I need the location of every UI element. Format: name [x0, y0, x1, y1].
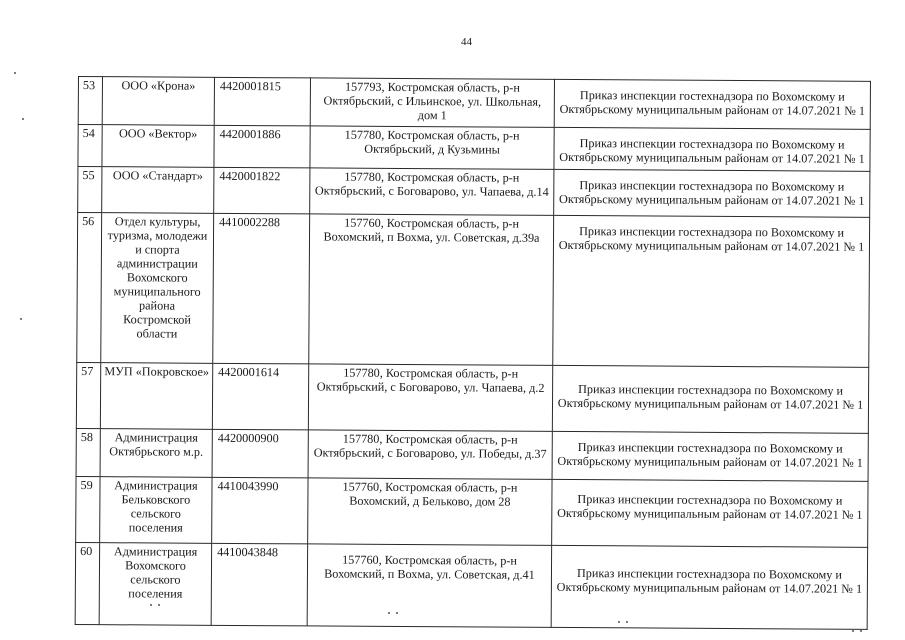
organization-name: Администрация Октябрьского м.р.: [100, 429, 212, 478]
row-number: 55: [78, 167, 102, 213]
inn-value: 4420001815: [214, 77, 310, 126]
inn-value: 4410043848: [211, 543, 307, 626]
table-row: [77, 213, 870, 368]
address: 157780, Костромская область, р-н Октябрьский, с Боговарово, ул. Победы, д.37: [308, 430, 552, 479]
order-document: Приказ инспекции гостехнадзора по Вохомскому и Октябрьскому муниципальным районам от 14.07.2021 № 1: [554, 169, 870, 217]
organization-name: ООО «Вектор»: [102, 125, 214, 168]
table-row: [78, 77, 870, 130]
registry-table: [75, 76, 871, 630]
table-row: [78, 125, 870, 172]
inn-value: 4420001614: [212, 363, 308, 430]
organization-name: ООО «Крона»: [102, 77, 214, 126]
inn-value: 4420000900: [212, 429, 308, 478]
address: 157760, Костромская область, р-н Вохомский, п Вохма, ул. Советская, д.41: [307, 544, 551, 627]
order-document: Приказ инспекции гостехнадзора по Вохомскому и Октябрьскому муниципальным районам от 14.07.2021 № 1: [553, 215, 870, 367]
scan-speck: [158, 604, 160, 606]
row-number: 53: [78, 77, 102, 125]
table-row: [76, 476, 868, 547]
scan-speck: [14, 72, 16, 74]
address: 157780, Костромская область, р-н Октябрьский, с Боговарово, ул. Чапаева, д.2: [308, 364, 552, 431]
registry-table-container: [75, 76, 872, 601]
order-document: Приказ инспекции гостехнадзора по Вохомскому и Октябрьскому муниципальным районам от 14.07.2021 № 1: [554, 79, 870, 129]
organization-name: Администрация Бельковского сельского поселения: [100, 477, 212, 544]
table-row: [76, 428, 868, 481]
table-row: [78, 167, 870, 218]
scan-speck: [22, 118, 24, 120]
row-number: 56: [77, 213, 102, 363]
inn-value: 4420001822: [214, 167, 310, 214]
address: 157780, Костромская область, р-н Октябрьский, д Кузьмины: [310, 126, 554, 169]
row-number: 57: [76, 362, 100, 428]
row-number: 59: [76, 476, 100, 542]
inn-value: 4410002288: [213, 213, 310, 364]
organization-name: Администрация Вохомского сельского поселения: [99, 543, 211, 626]
address: 157793, Костромская область, р-н Октябрьский, с Ильинское, ул. Школьная, дом 1: [310, 78, 554, 127]
order-document: Приказ инспекции гостехнадзора по Вохомскому и Октябрьскому муниципальным районам от 14.07.2021 № 1: [552, 365, 868, 433]
page-number: 44: [461, 36, 472, 48]
order-document: Приказ инспекции гостехнадзора по Вохомскому и Октябрьскому муниципальным районам от 14.07.2021 № 1: [552, 431, 868, 481]
address: 157760, Костромская область, р-н Вохомский, п Вохма, ул. Советская, д.39а: [309, 214, 554, 365]
scan-speck: [618, 621, 620, 623]
order-document: Приказ инспекции гостехнадзора по Вохомскому и Октябрьскому муниципальным районам от 14.07.2021 № 1: [551, 545, 867, 629]
address: 157780, Костромская область, р-н Октябрьский, с Боговарово, ул. Чапаева, д.14: [310, 168, 554, 215]
scan-speck: [150, 604, 152, 606]
inn-value: 4420001886: [214, 125, 310, 168]
order-document: Приказ инспекции гостехнадзора по Вохомскому и Октябрьскому муниципальным районам от 14.07.2021 № 1: [554, 127, 870, 171]
row-number: 58: [76, 428, 100, 476]
scan-speck: [626, 621, 628, 623]
row-number: 54: [78, 125, 102, 167]
scan-speck: [852, 630, 854, 632]
row-number: 60: [75, 542, 100, 624]
scan-speck: [388, 612, 390, 614]
scan-speck: [860, 630, 862, 632]
scan-speck: [396, 612, 398, 614]
organization-name: Отдел культуры, туризма, молодежи и спорта администрации Вохомского муниципального района Костромской области: [101, 213, 214, 364]
table-row: [76, 362, 868, 433]
table-row: [75, 542, 867, 629]
organization-name: ООО «Стандарт»: [102, 167, 214, 214]
inn-value: 4410043990: [212, 477, 308, 544]
order-document: Приказ инспекции гостехнадзора по Вохомскому и Октябрьскому муниципальным районам от 14.07.2021 № 1: [552, 479, 868, 547]
organization-name: МУП «Покровское»: [100, 363, 212, 430]
address: 157760, Костромская область, р-н Вохомский, д Бельково, дом 28: [308, 478, 552, 545]
scan-speck: [20, 318, 22, 320]
